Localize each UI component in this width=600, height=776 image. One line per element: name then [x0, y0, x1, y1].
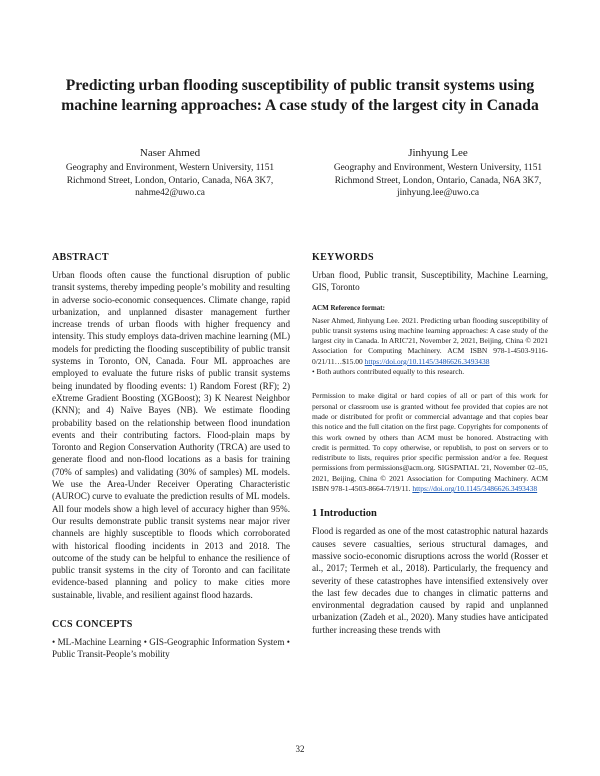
author-email[interactable]: nahme42@uwo.ca — [135, 188, 205, 199]
author-email[interactable]: jinhyung.lee@uwo.ca — [396, 188, 480, 199]
author-affiliation: Geography and Environment, Western University, 1151 Richmond Street, London, Ontario, Canada, N6A 3K7, — [333, 163, 543, 186]
page-number: 32 — [295, 744, 305, 754]
right-column — [312, 252, 548, 636]
ccs-heading: CCS CONCEPTS — [52, 619, 133, 631]
author-block-2 — [320, 147, 556, 200]
keywords-heading: KEYWORDS — [312, 252, 374, 263]
author-affiliation: Geography and Environment, Western University, 1151 Richmond Street, London, Ontario, Canada, N6A 3K7, — [65, 163, 275, 186]
introduction-text: Flood is regarded as one of the most catastrophic natural hazards causes severe casualties, serious structural damages, and massive socio-economic disruptions across the world (Rosser et al., 2017; Termeh et al., 2018). Particularly, the frequency and severity of these catastrophes have intensified extensively over the last few decades due to changes in climatic patterns and environmental degradation caused by rapid and unplanned urbanization (Zadeh et al., 2020). Many studies have anticipated further increasing these trends with — [312, 526, 548, 635]
introduction-heading: 1 Introduction — [312, 508, 377, 520]
paper-title: Predicting urban flooding susceptibility of public transit systems using machine learning approaches: A case study of the largest city in Canada — [61, 77, 539, 114]
reference-doi-link[interactable]: https://doi.org/10.1145/3486626.3493438 — [364, 356, 490, 366]
abstract-text: Urban floods often cause the functional disruption of public transit systems, thereby impeding people’s mobility and resulting in adverse socio-economic consequences. Climate change, rapid urbanization, and unplanned disaster management further increase trends of urban floods with higher frequency and intensity. This study employs data-driven machine learning (ML) models for predicting the flooding susceptibility of public transit systems in Toronto, ON, Canada. Four ML approaches are employed to evaluate the future risks of public transit systems being inundated by flooding events: 1) Random Forest (RF); 2) eXtreme Gradient Boosting (XGBoost); 3) K Nearest Neighbor (KNN); and 4) Naïve Bayes (NB). We estimate flooding probability based on the relationship between flood inundation events and their contributing factors. Flood-plain maps by Toronto and Region Conservation Authority (TRCA) are used to generate flood and non-flood locations as a basis for training (70% of samples) and validating (30% of samples) ML models. We use the Area-Under Receiver Operating Characteristic (AUROC) curve to evaluate the prediction results of ML models. All four models show a high level of accuracy higher than 95%. Our results demonstrate public transit systems near major river channels are highly susceptible to floods which corroborated with historical flooding incidents in 2013 and 2018. The outcome of the study can be helpful to enhance the resilience of public transit systems in the city of Toronto and can facilitate evidence-based planning and policy to make cities more sustainable, livable, and resilient against flood hazards. — [52, 270, 290, 600]
author-block-1 — [52, 147, 288, 200]
contribution-note: • Both authors contributed equally to this research. — [312, 367, 465, 377]
permission-doi-link[interactable]: https://doi.org/10.1145/3486626.3493438 — [412, 484, 538, 494]
reference-format-heading: ACM Reference format: — [312, 303, 385, 312]
abstract-heading: ABSTRACT — [52, 252, 109, 263]
ccs-text: • ML-Machine Learning • GIS-Geographic Information System • Public Transit-People’s mobility — [52, 637, 290, 660]
author-name: Jinhyung Lee — [408, 147, 468, 159]
permission-text: Permission to make digital or hard copies of all or part of this work for personal or classroom use is granted without fee provided that copies are not made or distributed for profit or commercial advantage and that copies bear this notice and the full citation on the first page. Copyrights for components of this work owned by others than ACM must be honored. Abstracting with credit is permitted. To copy otherwise, or republish, to post on servers or to redistribute to lists, requires prior specific permission and/or a fee. Request permissions from permissions@acm.org. SIGSPATIAL '21, November 02–05, 2021, Beijing, China © 2021 Association for Computing Machinery. ACM ISBN 978-1-4503-8664-7/19/11. https://doi.org/10.1145/3486626.3493438 — [312, 391, 548, 494]
author-name: Naser Ahmed — [139, 147, 201, 159]
reference-format-text: Naser Ahmed, Jinhyung Lee. 2021. Predicting urban flooding susceptibility of public transit systems using machine learning approaches: A case study of the largest city in Canada. In ARIC'21, November 2, 2021, Beijing, China © 2021 Association for Computing Machinery. ACM ISBN 978-1-4503-9116-0/21/11…$15.00 https://doi.org/10.1145/3486626.3493438 — [312, 315, 548, 366]
left-column — [52, 252, 290, 661]
keywords-text: Urban flood, Public transit, Susceptibility, Machine Learning, GIS, Toronto — [312, 270, 548, 293]
